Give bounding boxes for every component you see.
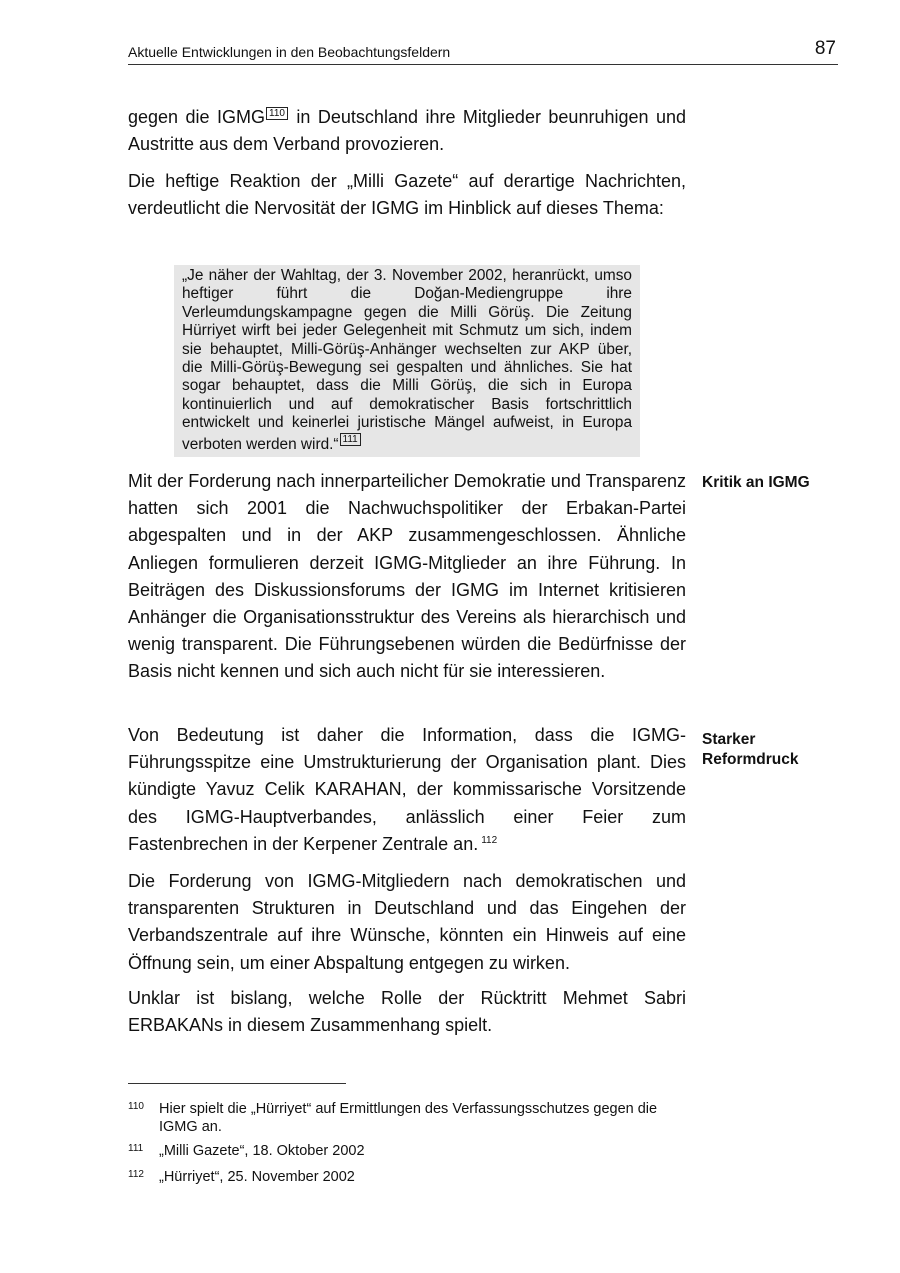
- paragraph-4: [128, 722, 686, 858]
- footnote-ref-111[interactable]: 111: [340, 433, 361, 446]
- footnote-number: 110: [128, 1101, 144, 1112]
- paragraph-1-start: gegen die IGMG: [128, 107, 266, 127]
- margin-note-reformdruck: Starker Reformdruck: [702, 731, 799, 768]
- footnote-ref-112[interactable]: 112: [481, 834, 498, 846]
- footnote-number: 112: [128, 1169, 144, 1180]
- paragraph-1: [128, 104, 686, 158]
- footnote-number: 111: [128, 1143, 144, 1154]
- footnote-112: [128, 1169, 688, 1187]
- paragraph-5: Die Forderung von IGMG-Mitgliedern nach demokratischen und transparenten Strukturen in Deutschland und das Eingehen der Verbandszentrale auf ihre Wünsche, könnten ein Hinweis auf eine Öffnung sein, um einer Abspaltung entgegen zu wirken.: [128, 871, 686, 973]
- footnote-111: [128, 1143, 688, 1161]
- margin-note-kritik: Kritik an IGMG: [702, 474, 810, 491]
- footnote-text: Hier spielt die „Hürriyet“ auf Ermittlungen des Verfassungsschutzes gegen die IGMG an.: [159, 1101, 658, 1135]
- footnote-text: „Hürriyet“, 25. November 2002: [159, 1169, 355, 1185]
- footnote-ref-110[interactable]: 110: [266, 107, 288, 120]
- quote-text: „Je näher der Wahltag, der 3. November 2002, heranrückt, umso heftiger führt die Doğan-Mediengruppe ihre Verleumdungskampagne gegen die Milli Görüş. Die Zeitung Hürriyet wirft bei jeder Gelegenheit mit Schmutz um sich, indem sie behauptet, Milli-Görüş-Anhänger wechselten zur AKP über, die Milli-Görüş-Bewegung sei gespalten und ähnliches. Sie hat sogar behauptet, dass die Milli Görüş, die sich in Europa kontinuierlich und auf demokratischer Basis fortschrittlich entwickelt und keinerlei juristische Mängel aufweist, in Europa verboten werden wird.“: [182, 267, 632, 453]
- paragraph-2: Die heftige Reaktion der „Milli Gazete“ auf derartige Nachrichten, verdeutlicht die Nervosität der IGMG im Hinblick auf dieses Thema:: [128, 171, 686, 219]
- header-title: Aktuelle Entwicklungen in den Beobachtungsfeldern: [128, 44, 451, 60]
- footnote-text: „Milli Gazete“, 18. Oktober 2002: [159, 1143, 365, 1159]
- page-number: 87: [814, 38, 836, 59]
- footnote-110: [128, 1101, 688, 1136]
- block-quote: [174, 265, 640, 457]
- paragraph-3: Mit der Forderung nach innerparteilicher Demokratie und Transparenz hatten sich 2001 die Nachwuchspolitiker der Erbakan-Partei abgespalten und in der AKP zusammengeschlossen. Ähnliche Anliegen formulieren derzeit IGMG-Mitglieder an ihre Führung. In Beiträgen des Diskussionsforums der IGMG im Internet kritisieren Anhänger die Organisationsstruktur des Vereins als hierarchisch und wenig transparent. Die Führungsebenen würden die Bedürfnisse der Basis nicht kennen und sich auch nicht für sie interessieren.: [128, 471, 686, 682]
- footnote-separator: [128, 1083, 346, 1084]
- paragraph-4-text: Von Bedeutung ist daher die Information, dass die IGMG-Führungsspitze eine Umstrukturierung der Organisation plant. Dies kündigte Yavuz Celik KARAHAN, der kommissarische Vorsitzende des IGMG-Hauptverbandes, anlässlich einer Feier zum Fastenbrechen in der Kerpener Zentrale an.: [128, 725, 686, 854]
- paragraph-6: Unklar ist bislang, welche Rolle der Rücktritt Mehmet Sabri ERBAKANs in diesem Zusammenhang spielt.: [128, 988, 686, 1036]
- running-header: [128, 40, 838, 65]
- paragraph-1-end: in Deutschland ihre Mitglieder beunruhigen und Austritte aus dem Verband provozieren.: [128, 107, 687, 155]
